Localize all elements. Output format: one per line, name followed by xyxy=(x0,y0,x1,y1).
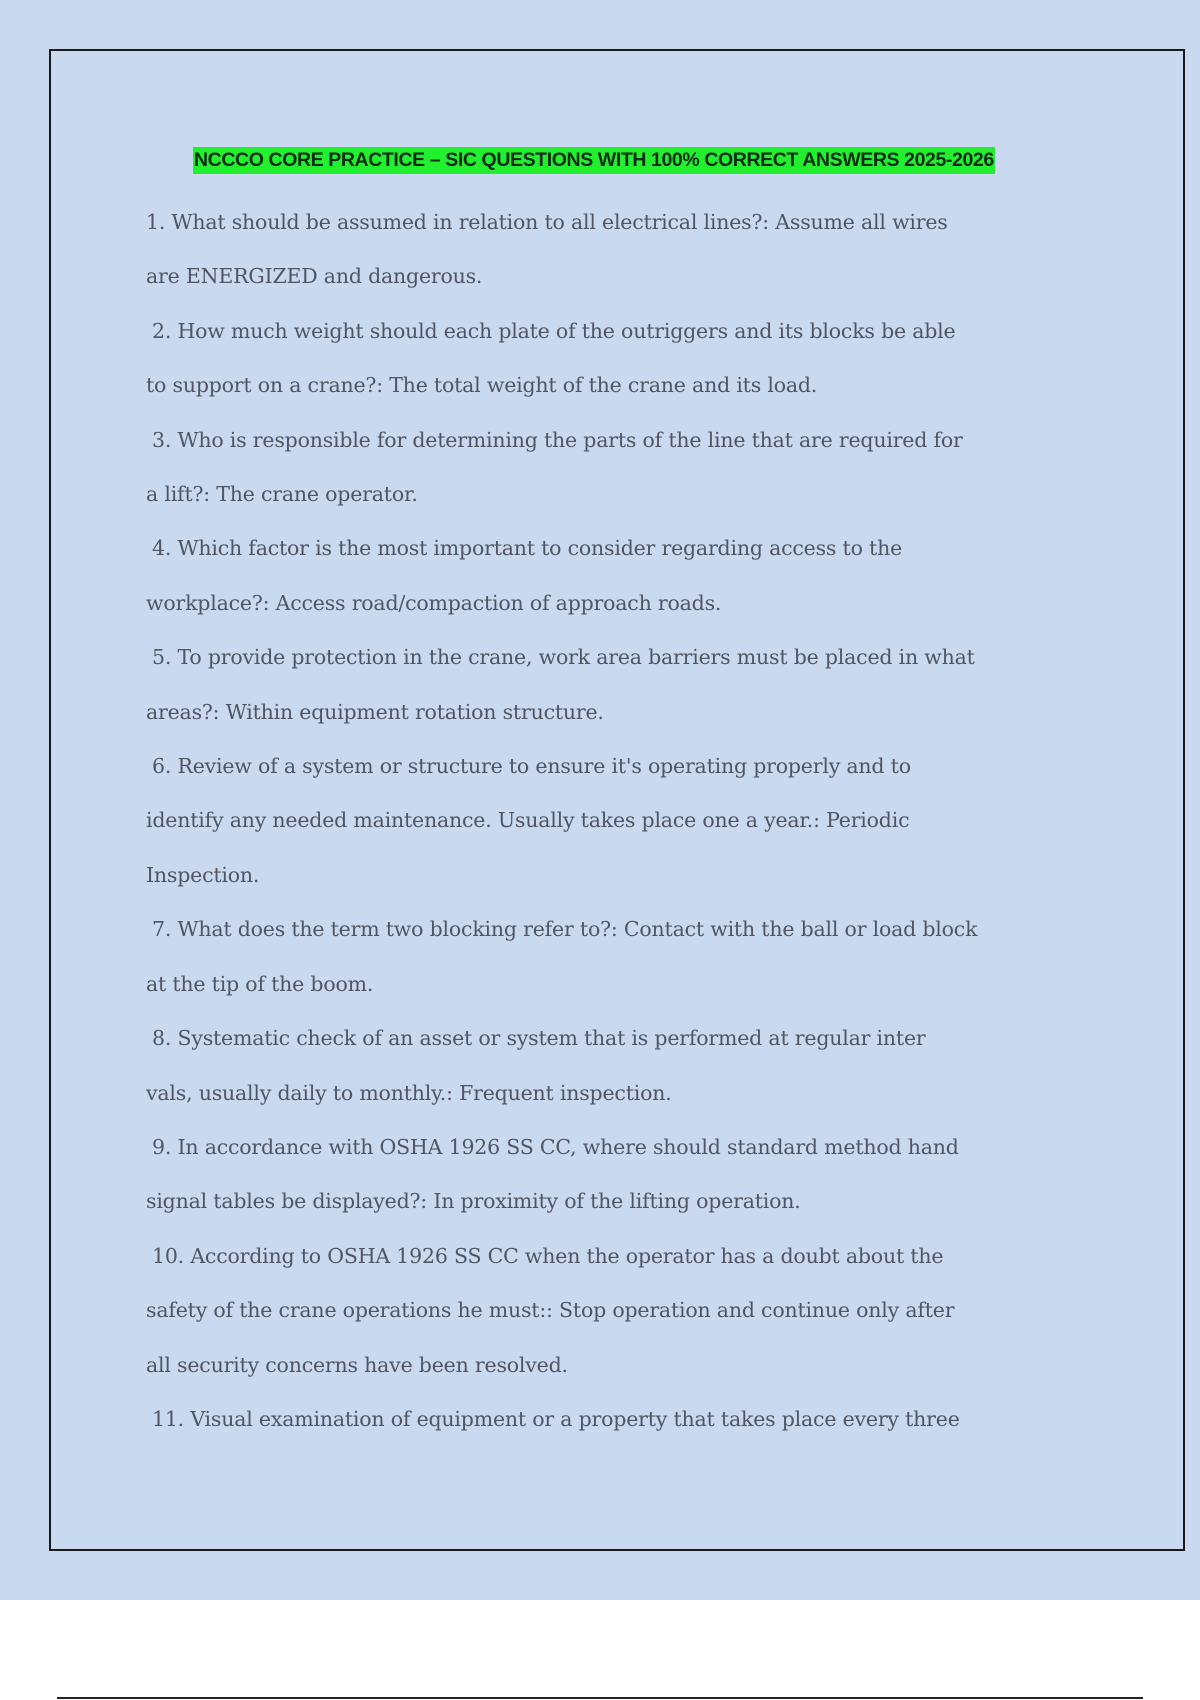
question-item xyxy=(146,902,1046,1011)
question-text-line: safety of the crane operations he must:: Stop operation and continue only after xyxy=(146,1298,955,1323)
question-text-line: 1. What should be assumed in relation to all electrical lines?: Assume all wires xyxy=(146,210,948,234)
question-text-line: Inspection. xyxy=(146,862,260,887)
question-item xyxy=(146,1392,1046,1446)
question-text-line: 2. How much weight should each plate of the outriggers and its blocks be able xyxy=(152,318,956,343)
question-text-line: 11. Visual examination of equipment or a property that takes place every three xyxy=(152,1406,960,1431)
footer-divider xyxy=(57,1697,1143,1699)
question-text-line: to support on a crane?: The total weight of the crane and its load. xyxy=(146,373,818,398)
question-list xyxy=(146,195,1046,1446)
question-text-line: are ENERGIZED and dangerous. xyxy=(146,264,483,289)
question-item xyxy=(146,521,1046,630)
question-text-line: a lift?: The crane operator. xyxy=(146,482,418,507)
question-text-line: workplace?: Access road/compaction of approach roads. xyxy=(146,590,722,615)
document-title: NCCCO CORE PRACTICE – SIC QUESTIONS WITH 100% CORRECT ANSWERS 2025-2026 xyxy=(193,147,995,174)
question-text-line: signal tables be displayed?: In proximity of the lifting operation. xyxy=(146,1189,801,1214)
question-text-line: 7. What does the term two blocking refer to?: Contact with the ball or load block xyxy=(152,917,978,942)
question-item xyxy=(146,1011,1046,1120)
question-text-line: areas?: Within equipment rotation structure. xyxy=(146,699,604,724)
question-text-line: identify any needed maintenance. Usually takes place one a year.: Periodic xyxy=(146,808,910,833)
question-item xyxy=(146,304,1046,413)
question-text-line: 6. Review of a system or structure to ensure it's operating properly and to xyxy=(152,754,911,779)
question-text-line: all security concerns have been resolved. xyxy=(146,1352,568,1377)
question-item xyxy=(146,739,1046,902)
question-text-line: 3. Who is responsible for determining the parts of the line that are required for xyxy=(152,427,963,452)
question-text-line: at the tip of the boom. xyxy=(146,971,374,996)
question-text-line: vals, usually daily to monthly.: Frequent inspection. xyxy=(146,1080,672,1105)
question-item xyxy=(146,413,1046,522)
question-text-line: 4. Which factor is the most important to consider regarding access to the xyxy=(152,536,903,561)
question-item xyxy=(146,1120,1046,1229)
question-text-line: 8. Systematic check of an asset or system that is performed at regular inter xyxy=(152,1026,926,1051)
question-text-line: 5. To provide protection in the crane, work area barriers must be placed in what xyxy=(152,645,975,670)
question-text-line: 10. According to OSHA 1926 SS CC when the operator has a doubt about the xyxy=(152,1243,944,1268)
question-item xyxy=(146,630,1046,739)
question-item xyxy=(146,195,1046,304)
question-text-line: 9. In accordance with OSHA 1926 SS CC, where should standard method hand xyxy=(152,1134,959,1159)
question-item xyxy=(146,1229,1046,1392)
